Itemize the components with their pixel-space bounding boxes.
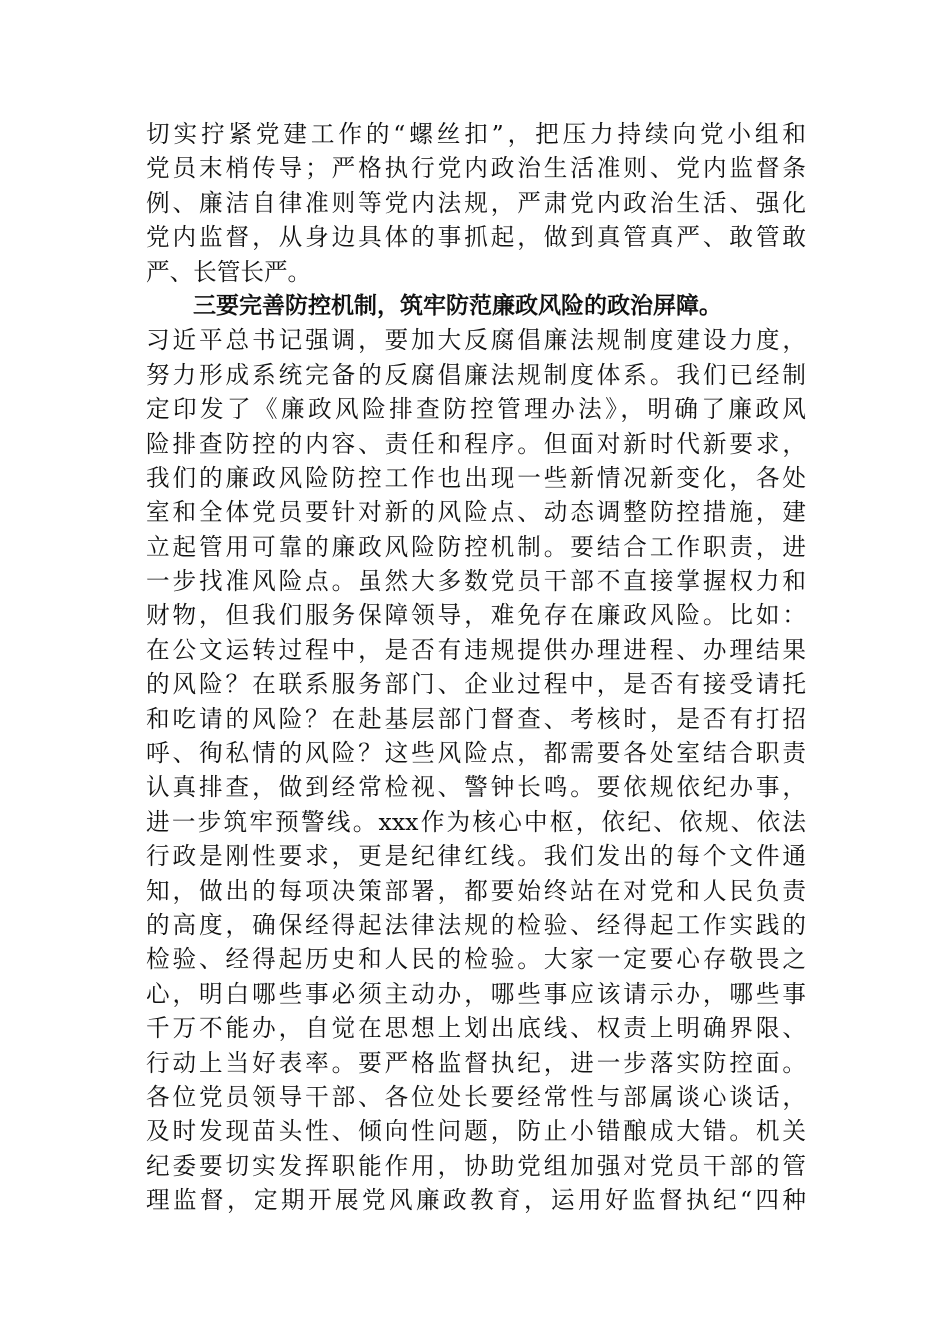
text-line: 险排查防控的内容、责任和程序。但面对新时代新要求， xyxy=(146,429,806,458)
text-line: 在公文运转过程中，是否有违规提供办理进程、办理结果 xyxy=(146,635,806,664)
text-line: 心，明白哪些事必须主动办，哪些事应该请示办，哪些事 xyxy=(146,979,806,1008)
text-line: 切实拧紧党建工作的“螺丝扣”，把压力持续向党小组和 xyxy=(146,120,806,148)
text-line: 财物，但我们服务保障领导，难免存在廉政风险。比如： xyxy=(146,601,806,630)
text-line: 室和全体党员要针对新的风险点、动态调整防控措施，建 xyxy=(146,498,806,527)
text-line: 呼、徇私情的风险？这些风险点，都需要各处室结合职责 xyxy=(146,739,806,768)
text-line: 检验、经得起历史和人民的检验。大家一定要心存敬畏之 xyxy=(146,945,806,974)
text-line: 定印发了《廉政风险排查防控管理办法》，明确了廉政风 xyxy=(146,395,806,424)
text-line: 一步找准风险点。虽然大多数党员干部不直接掌握权力和 xyxy=(146,567,806,596)
text-line: 的风险？在联系服务部门、企业过程中，是否有接受请托 xyxy=(146,670,806,699)
text-line: 例、廉洁自律准则等党内法规，严肃党内政治生活、强化 xyxy=(146,188,806,217)
text-line: 理监督，定期开展党风廉政教育，运用好监督执纪“四种 xyxy=(146,1186,806,1215)
text-line: 纪委要切实发挥职能作用，协助党组加强对党员干部的管 xyxy=(146,1151,806,1180)
text-line: 行动上当好表率。要严格监督执纪，进一步落实防控面。 xyxy=(146,1048,806,1077)
text-line: 习近平总书记强调，要加大反腐倡廉法规制度建设力度， xyxy=(146,326,806,355)
text-line: 的高度，确保经得起法律法规的检验、经得起工作实践的 xyxy=(146,910,806,939)
text-line: 知，做出的每项决策部署，都要始终站在对党和人民负责 xyxy=(146,876,806,905)
text-line: 党内监督，从身边具体的事抓起，做到真管真严、敢管敢 xyxy=(146,223,806,252)
text-line: 和吃请的风险？在赴基层部门督查、考核时，是否有打招 xyxy=(146,704,806,733)
text-line: 行政是刚性要求，更是纪律红线。我们发出的每个文件通 xyxy=(146,842,806,871)
document-body xyxy=(146,117,806,1218)
text-line: 进一步筑牢预警线。xxx作为核心中枢，依纪、依规、依法 xyxy=(146,807,806,836)
section-heading: 三要完善防控机制，筑牢防范廉政风险的政治屏障。 xyxy=(193,292,722,319)
text-line: 努力形成系统完备的反腐倡廉法规制度体系。我们已经制 xyxy=(146,360,806,389)
text-line: 我们的廉政风险防控工作也出现一些新情况新变化，各处 xyxy=(146,463,806,492)
text-line: 千万不能办，自觉在思想上划出底线、权责上明确界限、 xyxy=(146,1014,806,1043)
text-line: 党员末梢传导；严格执行党内政治生活准则、党内监督条 xyxy=(146,154,806,183)
text-line: 及时发现苗头性、倾向性问题，防止小错酿成大错。机关 xyxy=(146,1117,806,1146)
text-line: 各位党员领导干部、各位处长要经常性与部属谈心谈话， xyxy=(146,1082,806,1111)
text-line: 严、长管长严。 xyxy=(146,257,312,286)
text-line: 认真排查，做到经常检视、警钟长鸣。要依规依纪办事， xyxy=(146,773,806,802)
text-line: 立起管用可靠的廉政风险防控机制。要结合工作职责，进 xyxy=(146,532,806,561)
